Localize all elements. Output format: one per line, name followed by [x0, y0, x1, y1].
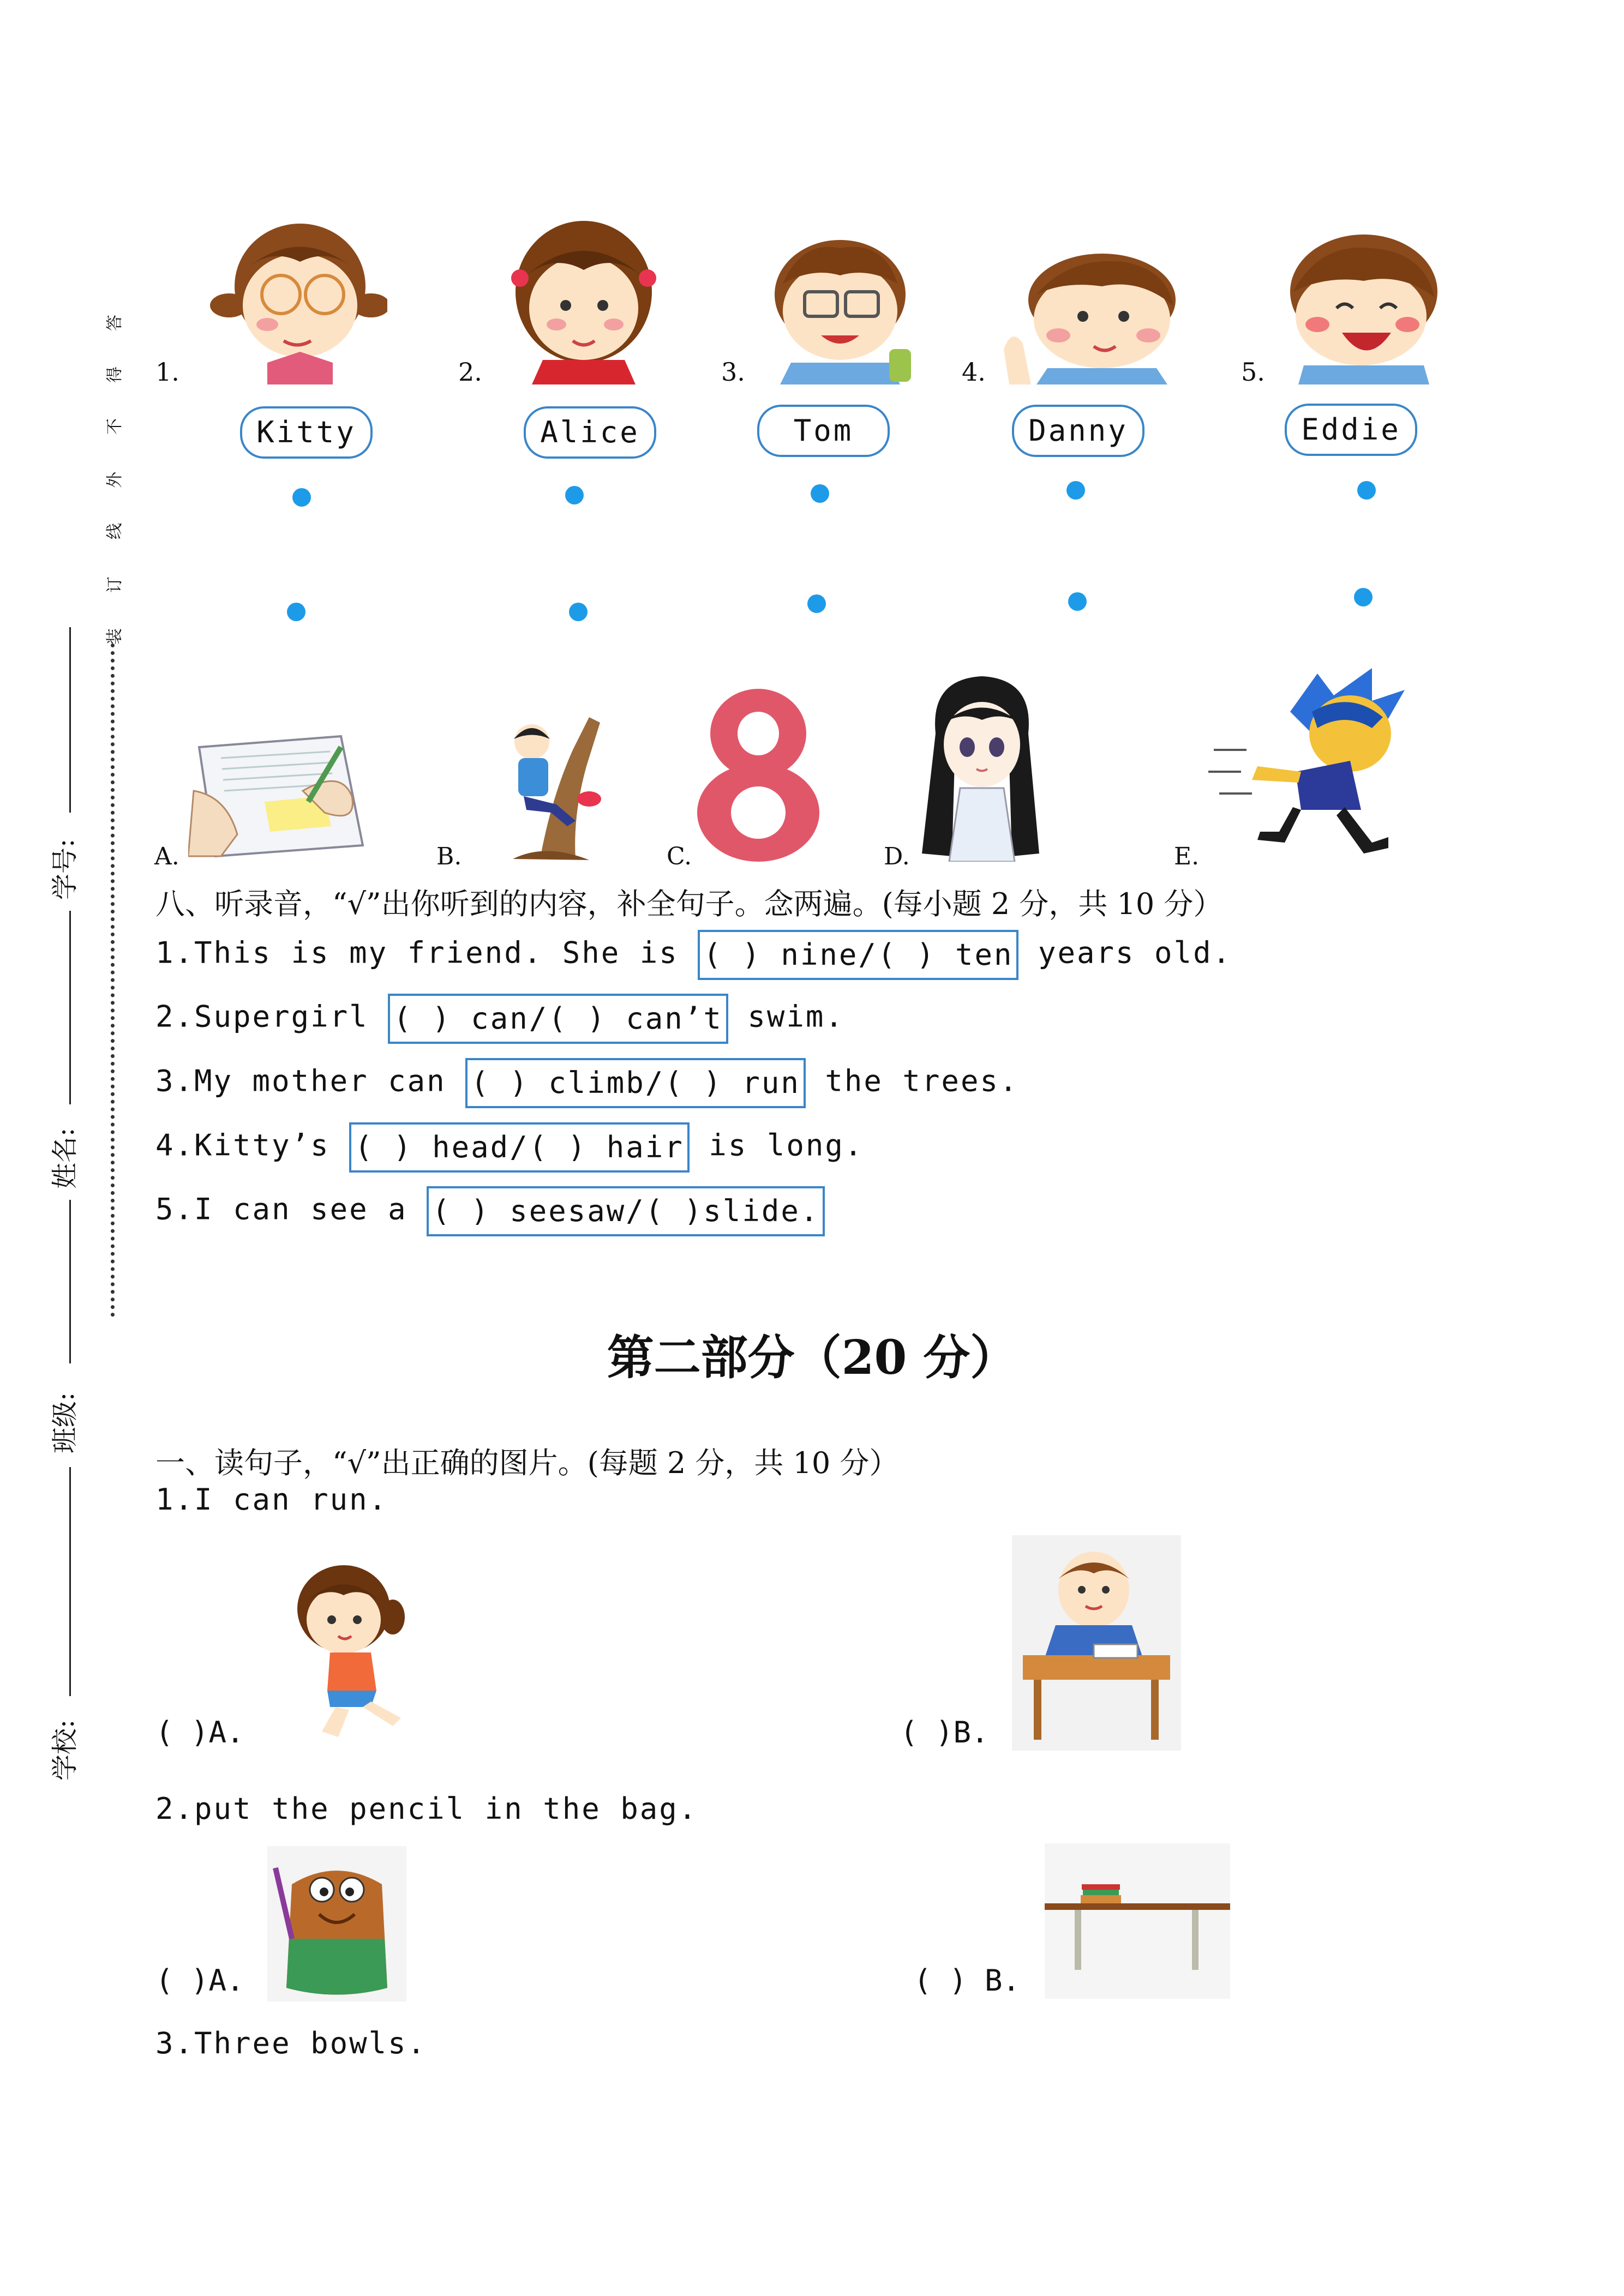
school-blank-line — [69, 1467, 71, 1696]
answer-option-a[interactable]: ( )A. — [155, 1963, 244, 1998]
number-eight-icon — [690, 682, 826, 862]
question-text: 1.I can run. — [155, 1482, 388, 1517]
option-letter: C. — [667, 843, 692, 870]
name-label: 姓名: — [50, 1127, 80, 1189]
answer-choice-box[interactable]: ( ) head/( ) hair — [349, 1122, 690, 1173]
match-dot-top[interactable] — [292, 488, 311, 507]
table-with-books-icon — [1045, 1843, 1230, 1999]
match-dot-top[interactable] — [1066, 481, 1085, 500]
option-letter: B. — [436, 843, 462, 870]
cut-char: 外 — [105, 472, 124, 488]
match-dot-bottom[interactable] — [287, 603, 305, 621]
sentence-start: 1.This is my friend. She is — [155, 935, 698, 970]
option-letter: D. — [884, 843, 910, 870]
sentence-start: 4.Kitty’s — [155, 1128, 350, 1163]
sentence-end: the trees. — [805, 1063, 1019, 1098]
match-dot-bottom[interactable] — [807, 594, 826, 613]
kid-number: 5. — [1241, 357, 1265, 387]
boy-laughing-icon — [1271, 226, 1451, 384]
id-label: 学号: — [50, 838, 80, 900]
backpack-icon — [267, 1846, 406, 2002]
cut-char: 不 — [105, 418, 124, 435]
running-girl-icon — [284, 1557, 431, 1748]
match-dot-bottom[interactable] — [1068, 592, 1087, 611]
match-dot-top[interactable] — [565, 486, 584, 504]
girl-with-glasses-icon — [207, 215, 387, 384]
answer-choice-box[interactable]: ( ) seesaw/( )slide. — [427, 1186, 825, 1236]
match-dot-top[interactable] — [1357, 481, 1376, 500]
part8-instruction: 八、听录音，“√”出你听到的内容，补全句子。念两遍。(每小题 2 分，共 10 分） — [155, 887, 1223, 921]
kid-name-label: Danny — [1012, 405, 1144, 457]
match-dot-top[interactable] — [811, 484, 829, 503]
part8-item — [155, 1122, 864, 1173]
kid-name-label: Eddie — [1285, 404, 1417, 456]
school-label: 学校: — [50, 1719, 80, 1781]
long-hair-girl-icon — [914, 674, 1047, 862]
sentence-start: 3.My mother can — [155, 1063, 466, 1098]
part8-item — [155, 1186, 825, 1236]
kid-name-label: Kitty — [240, 406, 373, 459]
kid-name-label: Tom — [757, 405, 890, 457]
question-text: 2.put the pencil in the bag. — [155, 1792, 698, 1826]
section1-instruction: 一、读句子，“√”出正确的图片。(每题 2 分，共 10 分） — [155, 1446, 899, 1480]
kid-number: 3. — [721, 357, 745, 387]
boy-climbing-tree-icon — [480, 717, 611, 862]
part8-item — [155, 994, 844, 1044]
part2-title: 第二部分（20 分） — [607, 1330, 1017, 1385]
cut-char: 得 — [105, 366, 124, 383]
kid-number: 2. — [458, 357, 482, 387]
answer-choice-box[interactable]: ( ) nine/( ) ten — [698, 930, 1018, 980]
option-letter: E. — [1174, 843, 1200, 870]
part8-item — [155, 1058, 1018, 1108]
sentence-end: swim. — [728, 999, 844, 1034]
cut-char: 订 — [105, 576, 124, 593]
id-blank-line — [69, 627, 71, 813]
binding-dotted-line — [111, 644, 115, 1317]
class-label: 班级: — [50, 1392, 80, 1453]
cut-char: 装 — [105, 628, 124, 645]
sentence-end: is long. — [689, 1128, 864, 1163]
match-dot-bottom[interactable] — [1354, 588, 1373, 606]
answer-option-b[interactable]: ( )B. — [900, 1715, 989, 1750]
kid-number: 1. — [155, 357, 179, 387]
kid-number: 4. — [962, 357, 986, 387]
name-blank-line — [69, 911, 71, 1104]
boy-at-desk-icon — [1012, 1535, 1181, 1751]
sentence-end: years old. — [1018, 935, 1232, 970]
sentence-start: 2.Supergirl — [155, 999, 388, 1034]
writing-hands-icon — [188, 725, 368, 862]
cut-char: 线 — [105, 523, 124, 539]
match-dot-bottom[interactable] — [569, 603, 588, 621]
boy-with-glasses-icon — [758, 224, 916, 384]
cut-char: 答 — [105, 315, 124, 331]
boy-waving-icon — [993, 240, 1189, 384]
girl-with-bows-icon — [505, 215, 663, 384]
answer-choice-box[interactable]: ( ) can/( ) can’t — [388, 994, 728, 1044]
sentence-start: 5.I can see a — [155, 1192, 427, 1227]
answer-option-b[interactable]: ( ) B. — [914, 1963, 1021, 1998]
question-text: 3.Three bowls. — [155, 2026, 427, 2060]
kid-name-label: Alice — [524, 406, 656, 459]
part8-item — [155, 930, 1232, 980]
running-boy-icon — [1208, 668, 1410, 867]
answer-choice-box[interactable]: ( ) climb/( ) run — [465, 1058, 806, 1108]
option-letter: A. — [154, 843, 179, 870]
answer-option-a[interactable]: ( )A. — [155, 1715, 244, 1750]
